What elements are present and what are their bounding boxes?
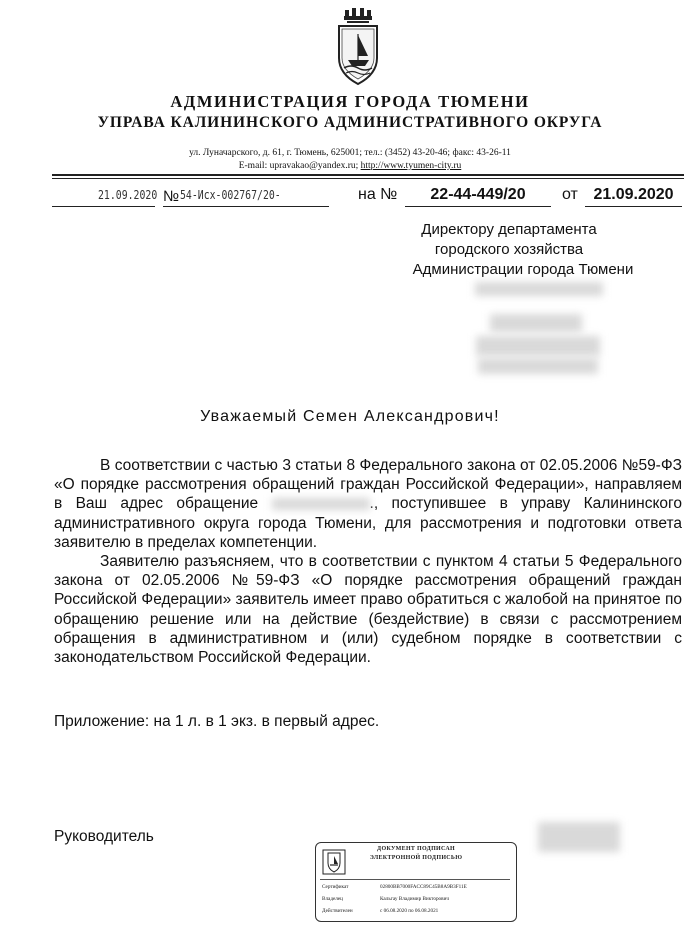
stamp-valid-value: с 06.08.2020 по 06.08.2021: [380, 908, 439, 914]
contact-email: E-mail: upravakao@yandex.ru;: [238, 161, 359, 171]
website-link[interactable]: http://www.tyumen-city.ru: [360, 161, 462, 171]
paragraph-2: [54, 552, 682, 667]
stamp-owner-value: Кальгау Владимир Викторович: [380, 896, 449, 902]
outgoing-date-underline: [52, 206, 155, 207]
outgoing-number-underline: [163, 206, 329, 207]
header-rule-thin: [52, 178, 684, 179]
attachment-note: Приложение: на 1 л. в 1 экз. в первый адрес.: [54, 713, 380, 730]
stamp-valid-label: Действителен: [322, 908, 353, 914]
redacted-signatory: [538, 822, 620, 852]
org-name-line-2: УПРАВА КАЛИНИНСКОГО АДМИНИСТРАТИВНОГО ОКРУГА: [97, 114, 603, 131]
stamp-divider: [320, 879, 510, 880]
paragraph-1: [54, 456, 682, 552]
signatory-title: Руководитель: [54, 828, 154, 845]
paragraph-1-part-2: ., поступившее в управу Калининского административного округа города Тюмени, для рассмотрения и подготовки ответа заявителю в пределах компетенции.: [54, 495, 682, 551]
stamp-cert-row: [322, 884, 467, 890]
stamp-valid-row: [322, 908, 438, 914]
redacted-address-3: [478, 358, 598, 374]
org-name-line-1: АДМИНИСТРАЦИЯ ГОРОДА ТЮМЕНИ: [170, 92, 530, 111]
paragraph-1-part-1: В соответствии с частью 3 статьи 8 Федерального закона от 02.05.2006 №59-ФЗ «О порядке рассмотрения обращений граждан Российской Федерации», направляем в Ваш адрес обращение: [54, 457, 682, 513]
number-label: №: [163, 188, 180, 205]
stamp-title-1: ДОКУМЕНТ ПОДПИСАН: [377, 846, 455, 852]
incoming-number: 22-44-449/20: [430, 186, 526, 203]
stamp-cert-value: 02800BB7000FACC89C45B8A9B3F11E: [380, 884, 467, 890]
contact-address: ул. Луначарского, д. 61, г. Тюмень, 625001; тел.: (3452) 43-20-46; факс: 43-26-11: [189, 148, 511, 158]
redacted-name: [475, 282, 603, 296]
city-emblem-icon: [335, 6, 381, 88]
incoming-date: 21.09.2020: [593, 186, 674, 203]
header-rule: [52, 174, 684, 176]
stamp-owner-row: [322, 896, 449, 902]
outgoing-number: 54-Исх-002767/20-: [180, 188, 281, 202]
incoming-number-underline: [405, 206, 551, 207]
stamp-owner-label: Владелец: [322, 896, 343, 902]
stamp-emblem-icon: [322, 849, 346, 875]
stamp-title-2: ЭЛЕКТРОННОЙ ПОДПИСЬЮ: [369, 855, 463, 861]
incoming-date-underline: [585, 206, 682, 207]
addressee-line-2: городского хозяйства: [434, 241, 584, 258]
stamp-cert-label: Сертификат: [322, 884, 349, 890]
e-signature-stamp: [315, 842, 517, 922]
in-reply-label: на №: [358, 186, 398, 203]
redacted-address-2: [476, 336, 600, 356]
redacted-address-1: [490, 314, 582, 332]
addressee-line-1: Директору департамента: [421, 221, 597, 238]
contact-web: [0, 161, 700, 171]
from-label: от: [562, 186, 578, 203]
paragraph-2-text: Заявителю разъясняем, что в соответствии с пунктом 4 статьи 5 Федерального закона от 02.05.2006 №59-ФЗ «О порядке рассмотрения обращений граждан Российской Федерации» заявитель имеет право обратиться с жалобой на принятое по обращению решение или на действие (бездействие) в связи с рассмотрением обращения в административном и (или) судебном порядке в соответствии с законодательством Российской Федерации.: [54, 553, 682, 667]
greeting: Уважаемый Семен Александрович!: [200, 408, 500, 425]
outgoing-date: 21.09.2020: [98, 188, 158, 202]
addressee-line-3: Администрации города Тюмени: [412, 261, 634, 278]
redacted-applicant: [272, 498, 370, 510]
